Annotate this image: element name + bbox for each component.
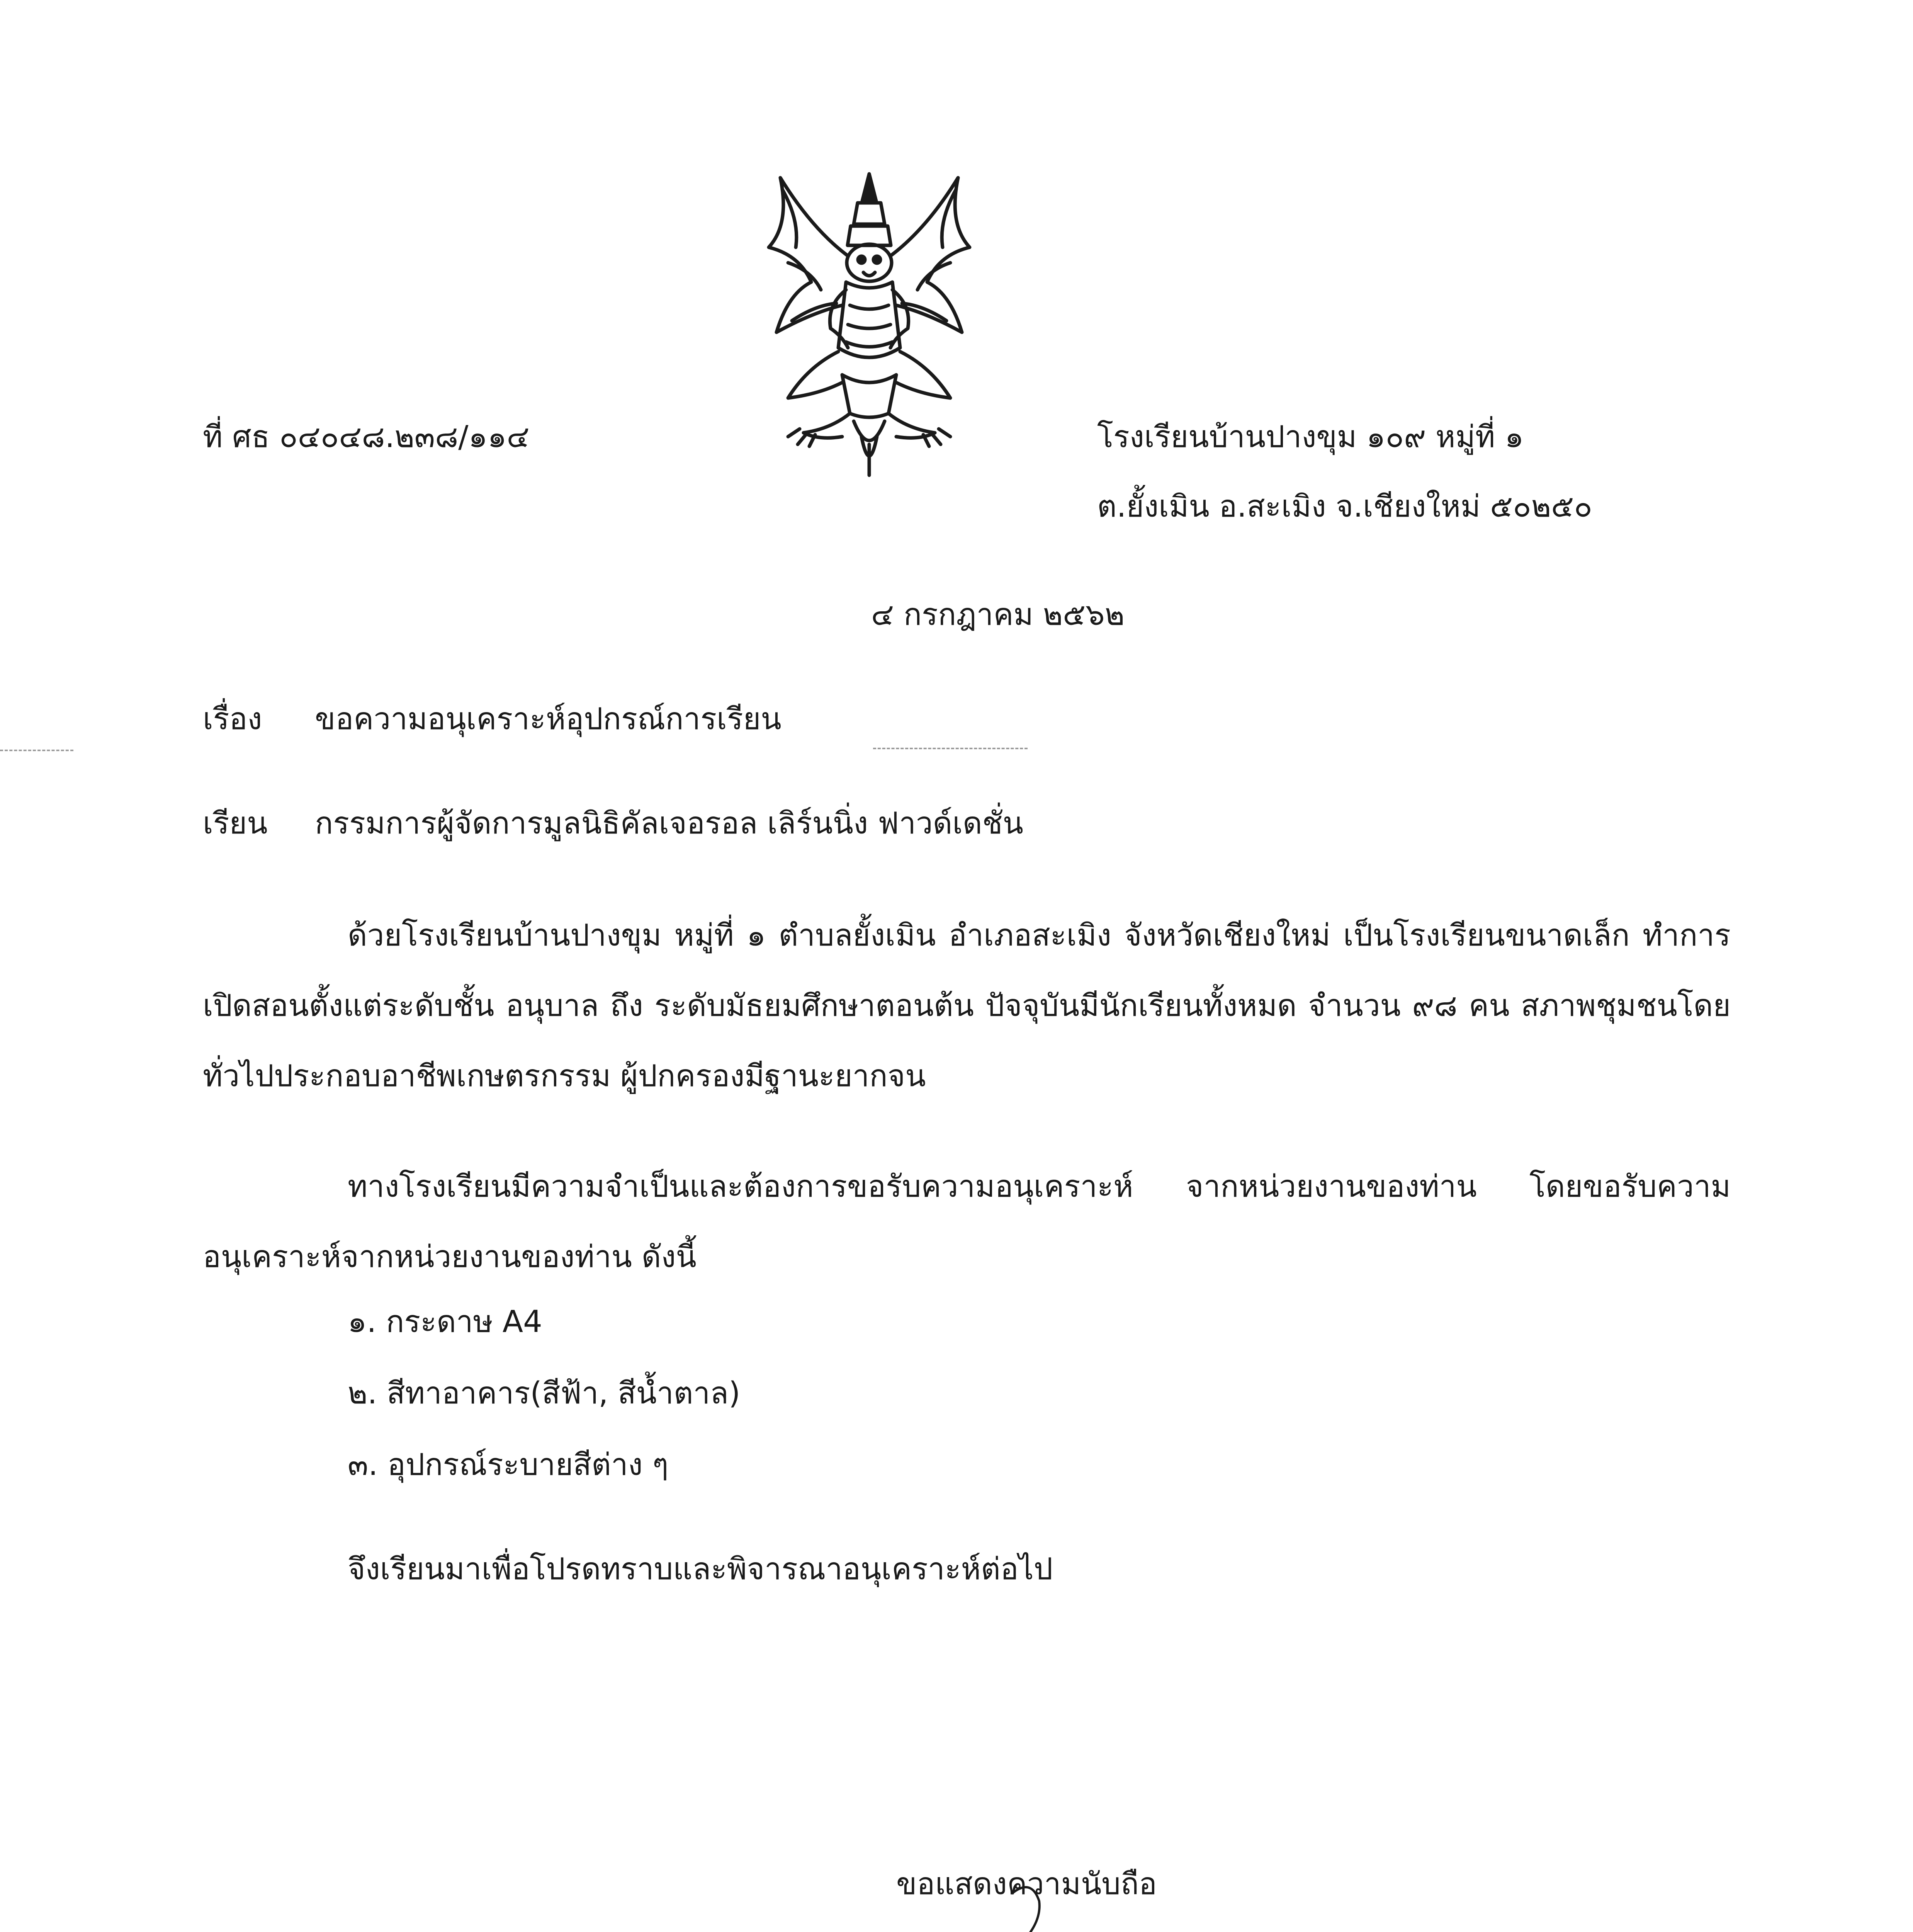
school-address-line1: โรงเรียนบ้านปางขุม ๑๐๙ หมู่ที่ ๑ xyxy=(1097,420,1524,454)
recipient-label: เรียน xyxy=(203,806,268,841)
body-paragraph-1-text: ด้วยโรงเรียนบ้านปางขุม หมู่ที่ ๑ ตำบลยั้งเมิน อำเภอสะเมิง จังหวัดเชียงใหม่ เป็นโรงเรียนขนาดเล็ก ทำการเปิดสอนตั้งแต่ระดับชั้น อนุบาล ถึง ระดับมัธยมศึกษาตอนต้น ปัจจุบันมีนักเรียนทั้งหมด จำนวน ๙๘ คน สภาพชุมชนโดยทั่วไปประกอบอาชีพเกษตรกรรม ผู้ปกครองมีฐานะยากจน xyxy=(203,918,1731,1094)
list-item: ๑. กระดาษ A4 xyxy=(348,1304,542,1339)
list-item: ๓. อุปกรณ์ระบายสีต่าง ๆ xyxy=(348,1447,669,1482)
subject-text: ขอความอนุเคราะห์อุปกรณ์การเรียน xyxy=(315,702,782,736)
recipient-text: กรรมการผู้จัดการมูลนิธิคัลเจอรอล เลิร์นนิ่ง ฟาวด์เดชั่น xyxy=(315,806,1023,841)
body-paragraph-1 xyxy=(203,900,1731,1111)
handwritten-signature xyxy=(831,1870,1178,1932)
scan-artifact-line xyxy=(873,748,1028,749)
school-address-line2: ต.ยั้งเมิน อ.สะเมิง จ.เชียงใหม่ ๕๐๒๕๐ xyxy=(1097,489,1592,524)
subject-label: เรื่อง xyxy=(203,702,262,736)
signature-closing: ขอแสดงความนับถือ xyxy=(896,1867,1157,1901)
closing-sentence: จึงเรียนมาเพื่อโปรดทราบและพิจารณาอนุเคราะห์ต่อไป xyxy=(348,1552,1053,1587)
list-item: ๒. สีทาอาคาร(สีฟ้า, สีน้ำตาล) xyxy=(348,1376,741,1411)
garuda-emblem xyxy=(753,166,985,483)
letter-date: ๔ กรกฎาคม ๒๕๖๒ xyxy=(871,597,1125,632)
body-paragraph-2 xyxy=(203,1151,1731,1292)
reference-number: ที่ ศธ ๐๔๐๔๘.๒๓๘/๑๑๔ xyxy=(203,420,530,454)
body-paragraph-2-text: ทางโรงเรียนมีความจำเป็นและต้องการขอรับความอนุเคราะห์ จากหน่วยงานของท่าน โดยขอรับความอนุเคราะห์จากหน่วยงานของท่าน ดังนี้ xyxy=(203,1169,1731,1274)
scan-artifact-line xyxy=(0,750,73,751)
